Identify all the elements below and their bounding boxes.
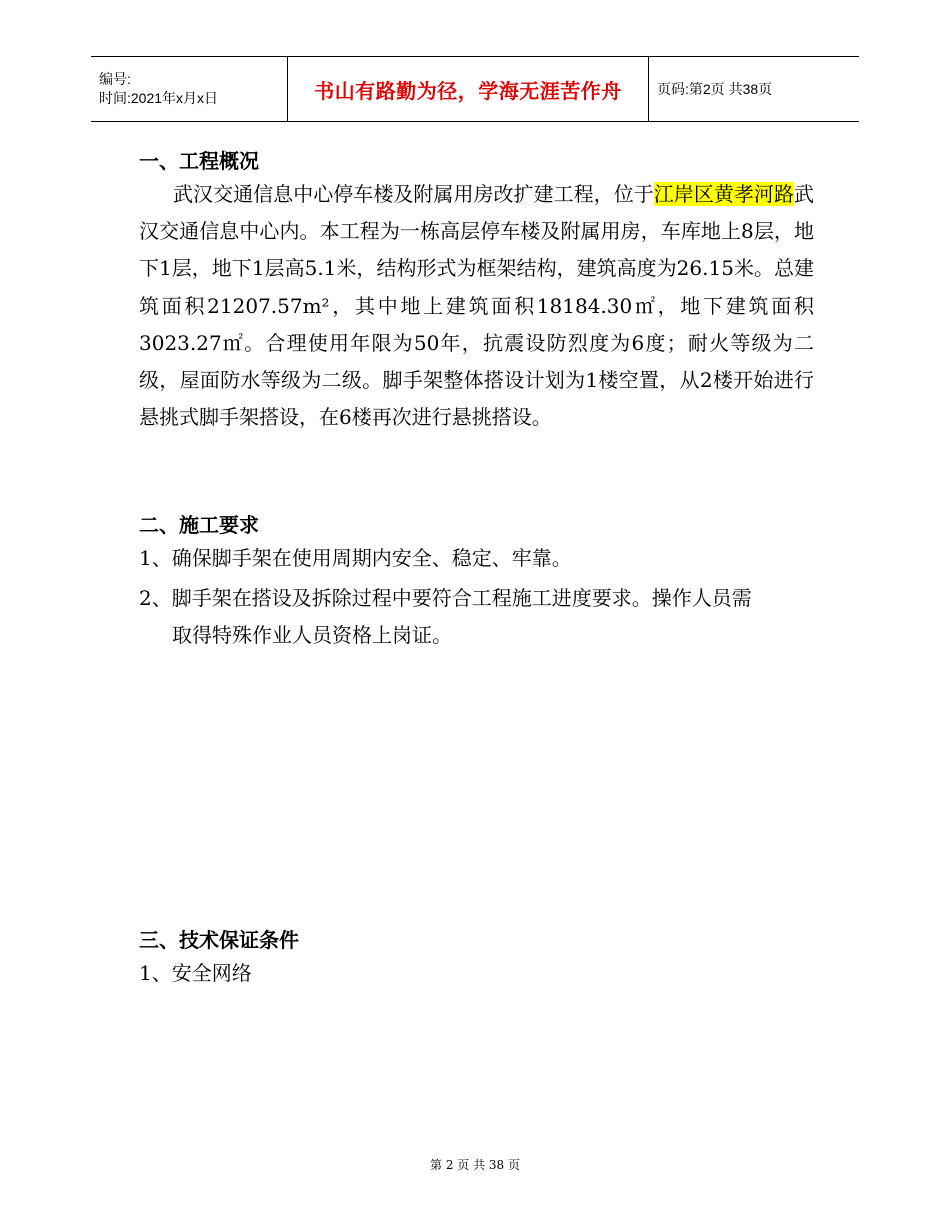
section-2-item-2-line-1: 2、脚手架在搭设及拆除过程中要符合工程施工进度要求。操作人员需	[139, 586, 752, 610]
section-1-title: 一、工程概况	[139, 149, 259, 173]
section-2-item-2	[139, 580, 814, 654]
document-time: 时间:2021年x月x日	[99, 90, 219, 106]
paragraph-text-part-2: 武汉交通信息中心内。本工程为一栋高层停车楼及附属用房，车库地上8层，地下1层，地下1层高5.1米，结构形式为框架结构，建筑高度为26.15米。总建筑面积21207.57m²，其中地上建筑面积18184.30㎡，地下建筑面积3023.27㎡。合理使用年限为50年，抗震设防烈度为6度；耐火等级为二级，屋面防水等级为二级。脚手架整体搭设计划为1楼空置，从2楼开始进行悬挑式脚手架搭设，在6楼再次进行悬挑搭设。	[139, 182, 814, 430]
section-2-title: 二、施工要求	[139, 513, 259, 537]
highlighted-location: 江岸区黄孝河路	[653, 182, 794, 206]
header-page-info: 页码:第2页 共38页	[657, 81, 773, 97]
section-2-item-2-line-2: 取得特殊作业人员资格上岗证。	[172, 623, 452, 647]
header-meta	[91, 57, 287, 121]
paragraph-text-part-1: 武汉交通信息中心停车楼及附属用房改扩建工程，位于	[173, 182, 654, 206]
section-1-paragraph	[139, 176, 814, 436]
document-number-label: 编号:	[99, 71, 131, 87]
page-footer: 第 2 页 共 38 页	[430, 1158, 520, 1172]
header-motto-cell	[287, 57, 649, 121]
section-3-item-1: 1、安全网络	[139, 961, 252, 985]
page-header	[91, 56, 859, 122]
header-motto: 书山有路勤为径，学海无涯苦作舟	[314, 78, 622, 103]
section-3-title: 三、技术保证条件	[139, 928, 299, 952]
section-2-item-1: 1、确保脚手架在使用周期内安全、稳定、牢靠。	[139, 546, 572, 570]
